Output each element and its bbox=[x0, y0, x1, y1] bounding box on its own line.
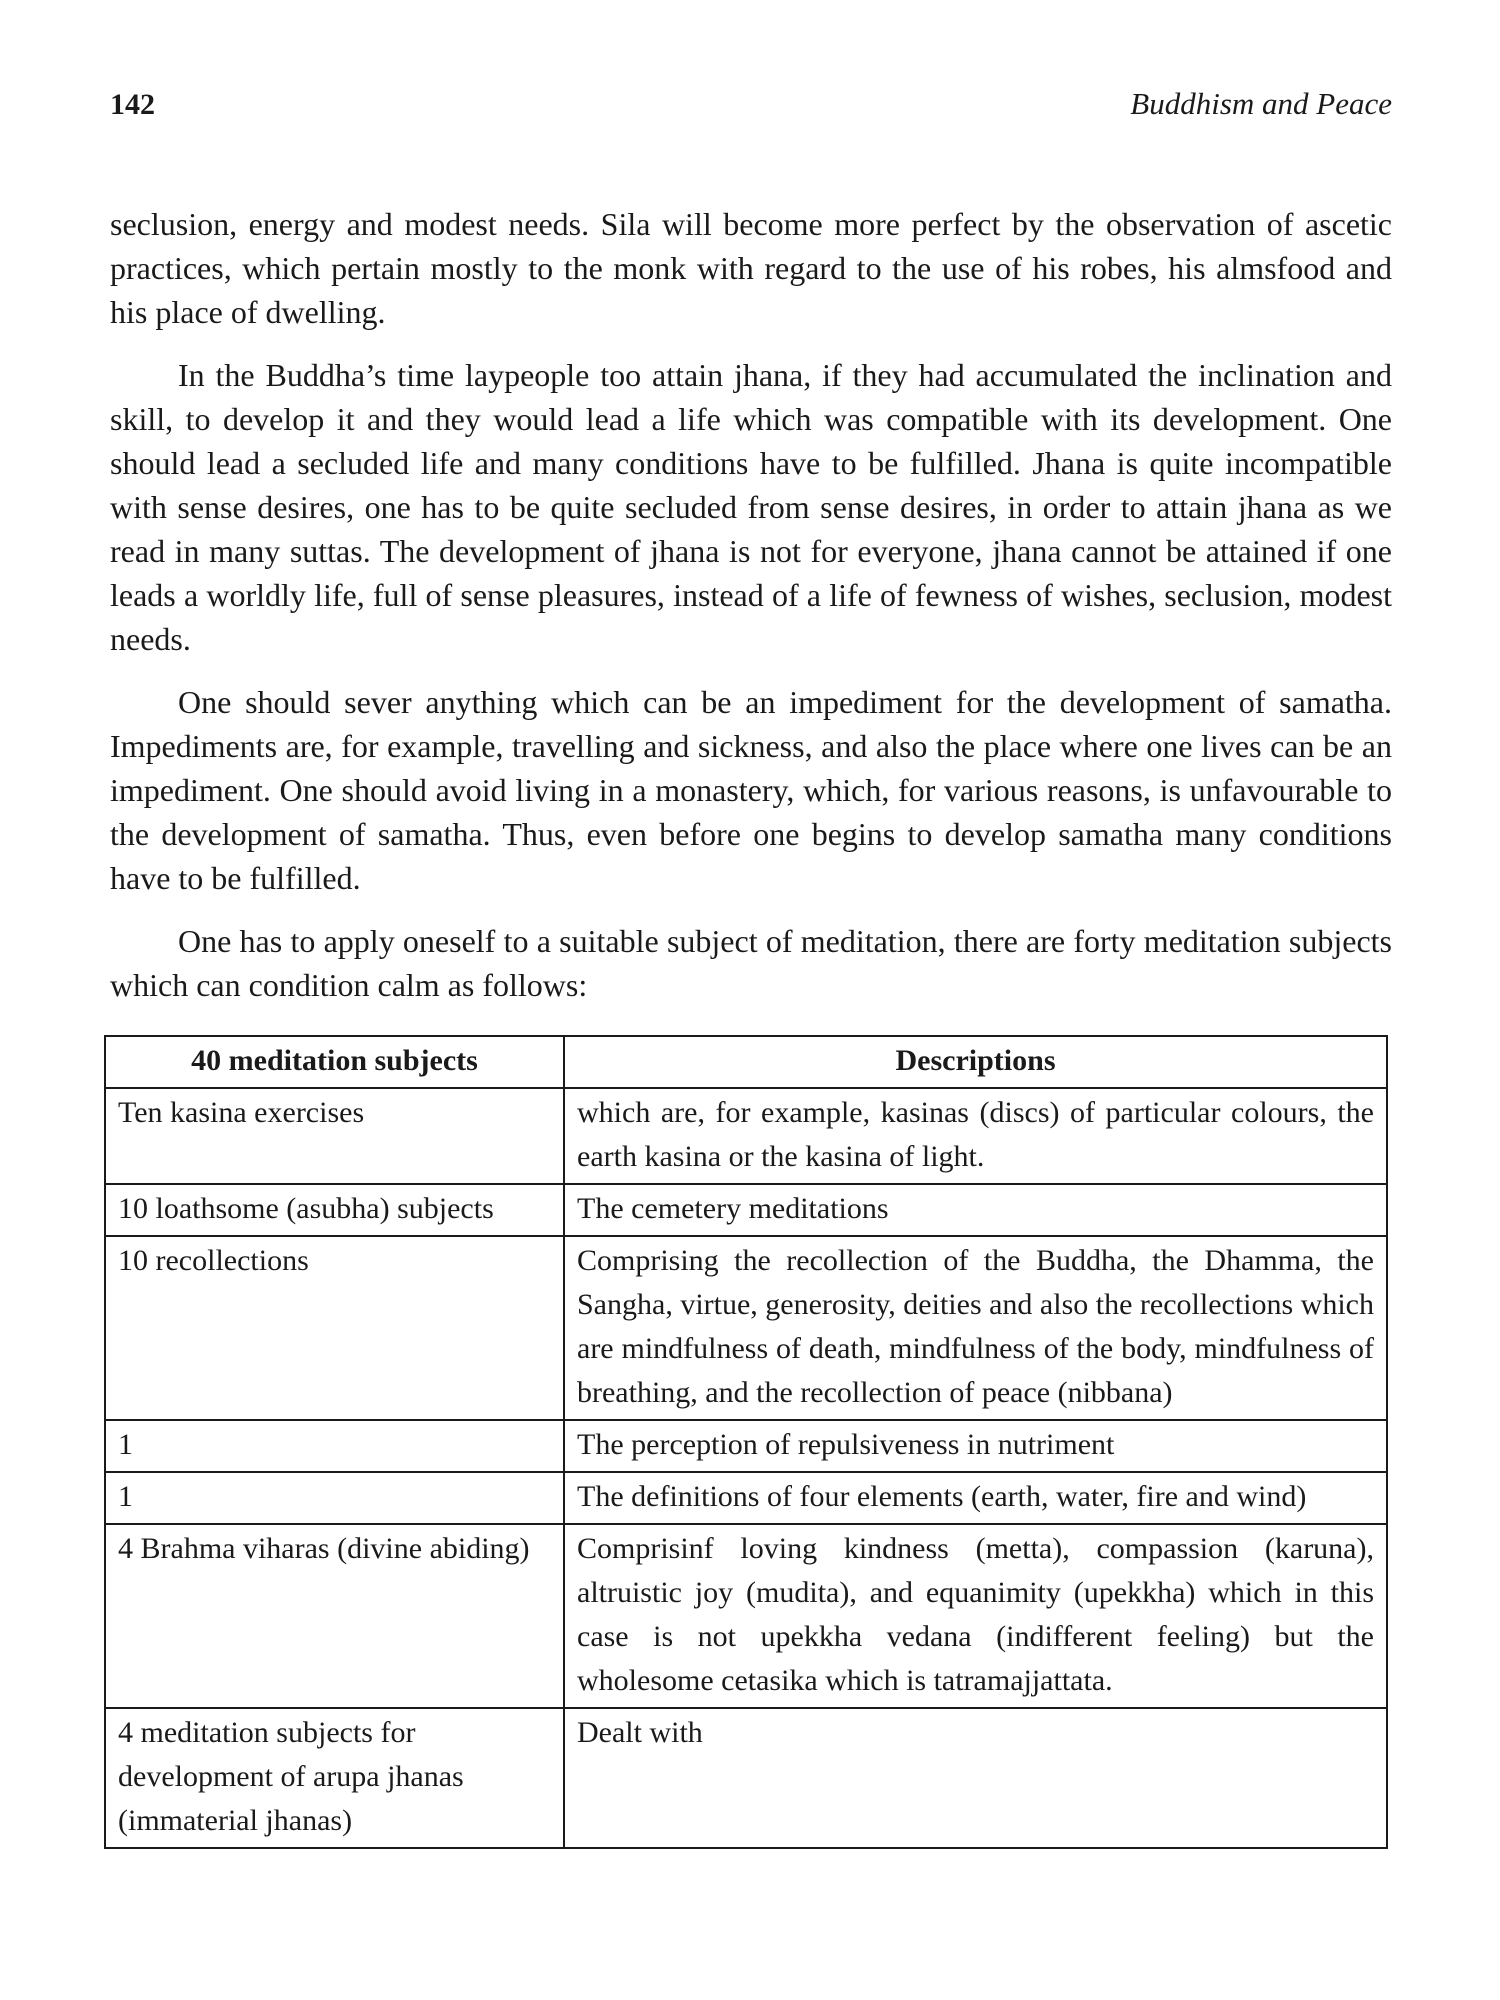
table-header-row bbox=[105, 1036, 1387, 1088]
description-cell: Comprising the recollection of the Buddha, the Dhamma, the Sangha, virtue, generosity, deities and also the recollections which are mindfulness of death, mindfulness of the body, mindfulness of breathing, and the recollection of peace (nibbana) bbox=[564, 1236, 1387, 1420]
subject-cell: 4 Brahma viharas (divine abiding) bbox=[105, 1524, 564, 1708]
paragraph: seclusion, energy and modest needs. Sila will become more perfect by the observation of ascetic practices, which pertain mostly to the monk with regard to the use of his robes, his almsfood and his place of dwelling. bbox=[110, 206, 1392, 330]
subject-cell: 1 bbox=[105, 1472, 564, 1524]
subject-cell: 10 loathsome (asubha) subjects bbox=[105, 1184, 564, 1236]
column-header-descriptions: Descriptions bbox=[564, 1036, 1387, 1088]
description-cell: The definitions of four elements (earth, water, fire and wind) bbox=[564, 1472, 1387, 1524]
subject-cell: Ten kasina exercises bbox=[105, 1088, 564, 1184]
page-header bbox=[110, 86, 1392, 122]
paragraph: In the Buddha’s time laypeople too attain jhana, if they had accumulated the inclination and skill, to develop it and they would lead a life which was compatible with its development. One should lead a secluded life and many conditions have to be fulfilled. Jhana is quite incompatible with sense desires, one has to be quite secluded from sense desires, in order to attain jhana as we read in many suttas. The development of jhana is not for everyone, jhana cannot be attained if one leads a worldly life, full of sense pleasures, instead of a life of fewness of wishes, seclusion, modest needs. bbox=[110, 357, 1392, 657]
description-cell: Comprisinf loving kindness (metta), compassion (karuna), altruistic joy (mudita), and equanimity (upekkha) which in this case is not upekkha vedana (indifferent feeling) but the wholesome cetasika which is tatramajjattata. bbox=[564, 1524, 1387, 1708]
paragraph: One has to apply oneself to a suitable subject of meditation, there are forty meditation subjects which can condition calm as follows: bbox=[110, 923, 1392, 1003]
table-row bbox=[105, 1184, 1387, 1236]
subject-cell: 1 bbox=[105, 1420, 564, 1472]
table-row bbox=[105, 1708, 1387, 1848]
meditation-subjects-table bbox=[104, 1035, 1388, 1849]
description-cell: The perception of repulsiveness in nutriment bbox=[564, 1420, 1387, 1472]
description-cell: which are, for example, kasinas (discs) of particular colours, the earth kasina or the kasina of light. bbox=[564, 1088, 1387, 1184]
table-row bbox=[105, 1472, 1387, 1524]
column-header-subjects: 40 meditation subjects bbox=[105, 1036, 564, 1088]
table-row bbox=[105, 1524, 1387, 1708]
table-row bbox=[105, 1088, 1387, 1184]
subject-cell: 10 recollections bbox=[105, 1236, 564, 1420]
description-cell: Dealt with bbox=[564, 1708, 1387, 1848]
paragraph: One should sever anything which can be an impediment for the development of samatha. Impediments are, for example, travelling and sickness, and also the place where one lives can be an impediment. One should avoid living in a monastery, which, for various reasons, is unfavourable to the development of samatha. Thus, even before one begins to develop samatha many conditions have to be fulfilled. bbox=[110, 684, 1392, 896]
table-row bbox=[105, 1420, 1387, 1472]
body-text bbox=[110, 202, 1392, 1849]
subject-cell: 4 meditation subjects for development of arupa jhanas (immaterial jhanas) bbox=[105, 1708, 564, 1848]
running-head: Buddhism and Peace bbox=[1130, 86, 1392, 121]
description-cell: The cemetery meditations bbox=[564, 1184, 1387, 1236]
page-number: 142 bbox=[110, 88, 155, 121]
table-row bbox=[105, 1236, 1387, 1420]
